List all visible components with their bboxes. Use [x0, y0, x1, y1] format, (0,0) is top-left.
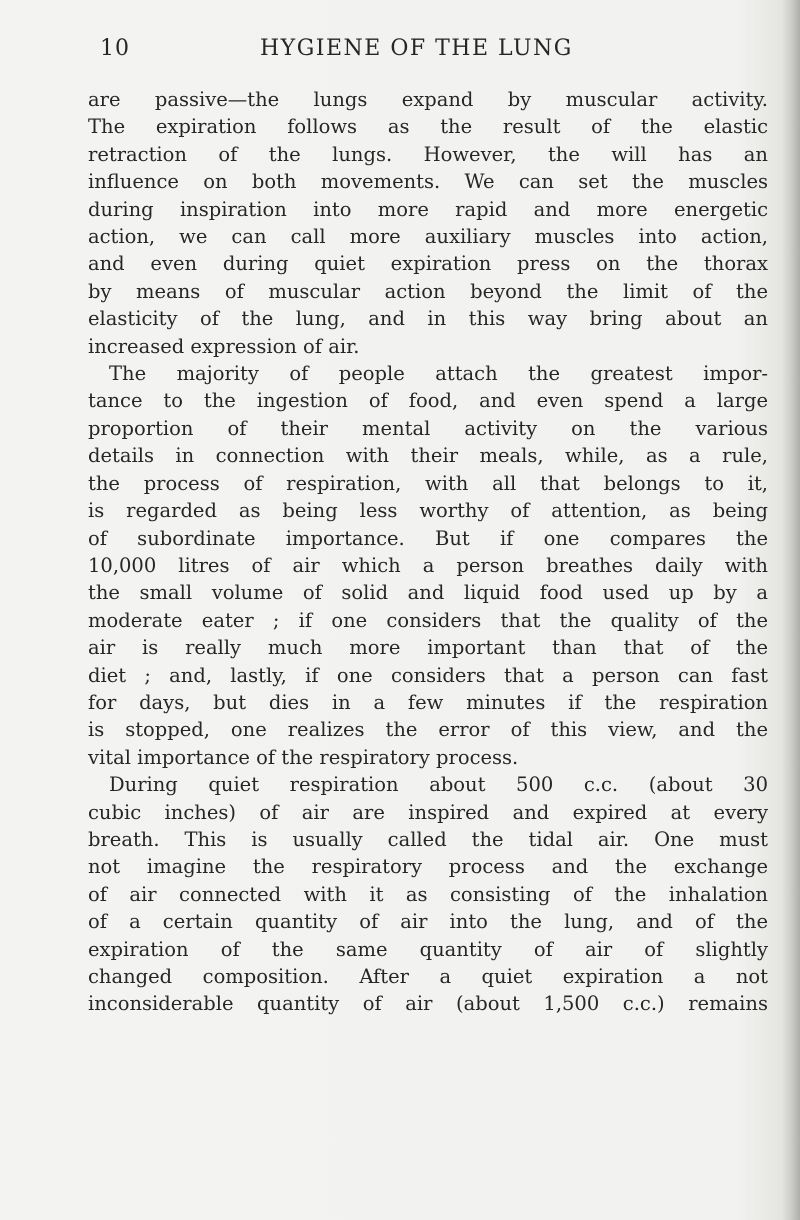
running-title: HYGIENE OF THE LUNG	[260, 36, 573, 61]
text-line: increased expression of air.	[88, 334, 360, 358]
text-line: expiration of the same quantity of air of slightly	[88, 937, 768, 961]
text-line: the process of respiration, with all that belongs to it,	[88, 471, 768, 495]
text-line: changed composition. After a quiet expiration a not	[88, 965, 768, 988]
text-line: breath. This is usually called the tidal air. One must	[88, 827, 768, 851]
text-line: retraction of the lungs. However, the will has an	[88, 142, 768, 166]
page-edge-shadow	[782, 0, 800, 1220]
page-number: 10	[100, 36, 130, 61]
text-line: of air connected with it as consisting of the inhalation	[88, 882, 768, 906]
text-line: for days, but dies in a few minutes if the respiration	[88, 690, 768, 714]
text-line: The majority of people attach the greatest impor-	[109, 362, 768, 386]
page-header	[100, 36, 750, 66]
text-line: tance to the ingestion of food, and even spend a large	[88, 389, 768, 413]
text-line: action, we can call more auxiliary muscles into action,	[88, 225, 768, 249]
text-line: inconsiderable quantity of air (about 1,500 c.c.) remains	[88, 992, 768, 1016]
text-line: air is really much more important than that of the	[88, 636, 768, 660]
text-line: details in connection with their meals, while, as a rule,	[88, 444, 768, 468]
text-line: of subordinate importance. But if one compares the	[88, 526, 768, 550]
text-line: is stopped, one realizes the error of this view, and the	[88, 718, 768, 742]
text-line: The expiration follows as the result of the elastic	[88, 115, 768, 139]
text-line: the small volume of solid and liquid food used up by a	[88, 581, 768, 605]
text-line: vital importance of the respiratory process.	[88, 745, 519, 769]
body-text	[88, 86, 768, 1018]
text-line: elasticity of the lung, and in this way bring about an	[88, 307, 768, 331]
text-line: proportion of their mental activity on the various	[88, 416, 768, 440]
text-line: influence on both movements. We can set the muscles	[88, 170, 768, 194]
text-line: and even during quiet expiration press on the thorax	[88, 252, 768, 276]
text-line: moderate eater ; if one considers that the quality of the	[88, 608, 768, 632]
text-line: During quiet respiration about 500 c.c. (about 30	[109, 773, 768, 797]
text-line: diet ; and, lastly, if one considers that a person can fast	[88, 663, 768, 687]
text-line: by means of muscular action beyond the limit of the	[88, 279, 768, 303]
text-line: is regarded as being less worthy of attention, as being	[88, 499, 768, 523]
text-line: of a certain quantity of air into the lung, and of the	[88, 910, 768, 934]
text-line: not imagine the respiratory process and the exchange	[88, 855, 768, 879]
text-line: during inspiration into more rapid and more energetic	[88, 197, 768, 221]
text-line: cubic inches) of air are inspired and expired at every	[88, 800, 768, 824]
text-line: 10,000 litres of air which a person breathes daily with	[88, 553, 768, 577]
text-line: are passive—the lungs expand by muscular activity.	[88, 88, 768, 111]
